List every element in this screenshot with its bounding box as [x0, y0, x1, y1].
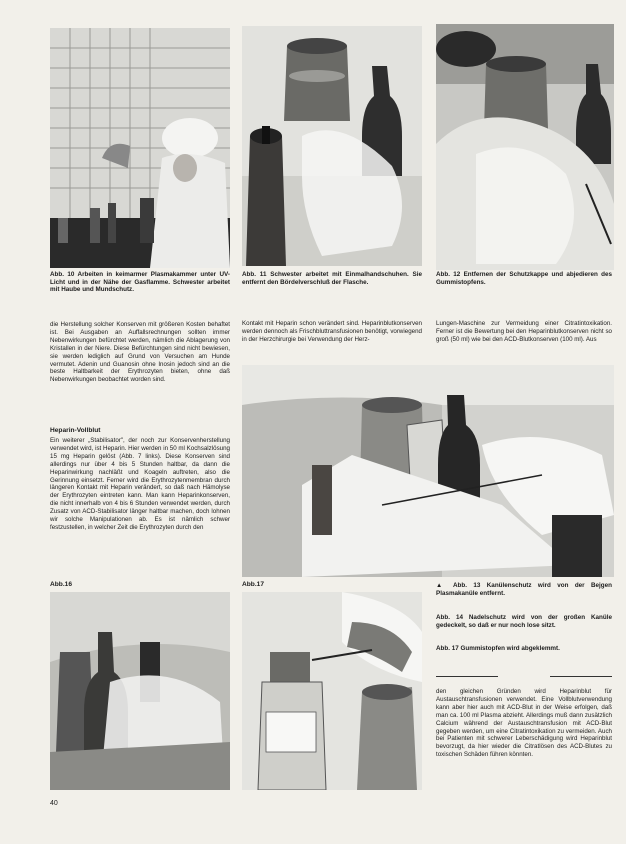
- caption-abb14: Abb. 14 Nadelschutz wird von der großen Kanüle gedeckelt, so daß er nur noch lose sitzt.: [436, 614, 612, 629]
- divider-rule-right: [550, 676, 612, 677]
- column1-intro-text: die Herstellung solcher Konserven mit größeren Kosten behaftet ist. Bei Ausgaben an Auffallsrechnungen sollten immer Nebenwirkungen befürchtet werden, nämlich die Ablagerung von Kristallen in der Niere. Diese Befürchtungen sind nicht bewiesen, sie werden lediglich auf Grund von Versuchen am Hunde vermutet. Adenin und Guanosin ohne Inosin jedoch sind an die beste Haltbarkeit der Erythrozyten bieten, ohne daß Nebenwirkungen beobachtet worden sind.: [50, 321, 230, 384]
- caption-abb10: Abb. 10 Arbeiten in keimarmer Plasmakammer unter UV-Licht und in der Nähe der Gasflamme. Schwester arbeitet mit Haube und Mundschutz.: [50, 271, 230, 294]
- column1-heparin-text: Ein weiterer „Stabilisator", der noch zur Konservenherstellung verwendet wird, ist Heparin. Hier werden in 50 ml Kochsalzlösung 15 mg Heparin gelöst (Abb. 7 links). Diese Konserven sind allerdings nur über 4 bis 5 Stunden haltbar, da dann die Heparinwirkung nachläßt und Koageln auftreten, also die Gerinnung einsetzt. Ferner wird die Erythrozytenmembran durch längeren Kontakt mit Heparin verändert, so daß nach Hämolyse der Erythrozyten eintreten kann. Man kann Heparinkonserven, die nicht innerhalb von 4 bis 6 Stunden verwendet werden, durch Zusatz von ACD-Stabilisator länger haltbar machen, doch lohnen wir solche Manipulationen ab. Es ist nämlich schwer festzustellen, in welcher Zeit die Erythrozyten durch den: [50, 437, 230, 531]
- photo-abb11-gloved-hands-bottle: [242, 26, 422, 266]
- photo-abb12-removing-cap: [436, 24, 614, 270]
- column3-bottom-text: den gleichen Gründen wird Heparinblut für Austauschtransfusionen verwendet. Eine Vollblutverwendung kann aber hier auch mit ACD-Blut in der Weise erfolgen, daß man ca. 100 ml Plasma abzieht. Allerdings muß dann zusätzlich Calcium während der Austauschtransfusion mit ACD-Blut gegeben werden, um eine Citratintoxikation zu vermeiden. Auch bei Patienten mit schwerer Leberschädigung wird Heparinblut bevorzugt, da hier wieder die Citratlösen des ACD-Blutes zu toxischen Schäden führen könnten.: [436, 688, 612, 759]
- caption-abb11: Abb. 11 Schwester arbeitet mit Einmalhandschuhen. Sie entfernt den Bördelverschluß der Flasche.: [242, 271, 422, 286]
- photo-abb16-bottle-handling: [50, 592, 230, 790]
- photo-abb13-plasma-cannula: [242, 365, 614, 577]
- divider-rule-left: [436, 676, 498, 677]
- column2-top-text: Kontakt mit Heparin schon verändert sind. Heparinblutkonserven werden dennoch als Frischbluttransfusionen benötigt, vorwiegend in der Herzchirurgie bei Verwendung der Herz-: [242, 320, 422, 343]
- caption-abb17-text: Abb. 17 Gummistopfen wird abgeklemmt.: [436, 645, 560, 652]
- page-number: 40: [50, 800, 58, 807]
- caption-abb12: Abb. 12 Entfernen der Schutzkappe und abjedieren des Gummistopfens.: [436, 271, 612, 286]
- column3-top-text: Lungen-Maschine zur Vermeidung einer Citratintoxikation. Ferner ist die Bewertung bei den Heparinblutkonserven nicht so groß (50 ml) wie bei den ACD-Blutkonserven (100 ml). Aus: [436, 320, 612, 343]
- photo-abb17-stopper-clamped: [242, 592, 422, 790]
- photo-abb10-nurse-plasma-chamber: [50, 28, 230, 268]
- figure-label-abb16: Abb.16: [50, 581, 72, 588]
- caption-abb13: ▲ Abb. 13 Kanülenschutz wird von der Bejgen Plasmakanüle entfernt.: [436, 582, 612, 597]
- figure-label-abb17: Abb.17: [242, 581, 264, 588]
- heparin-heading: Heparin-Vollblut: [50, 427, 101, 434]
